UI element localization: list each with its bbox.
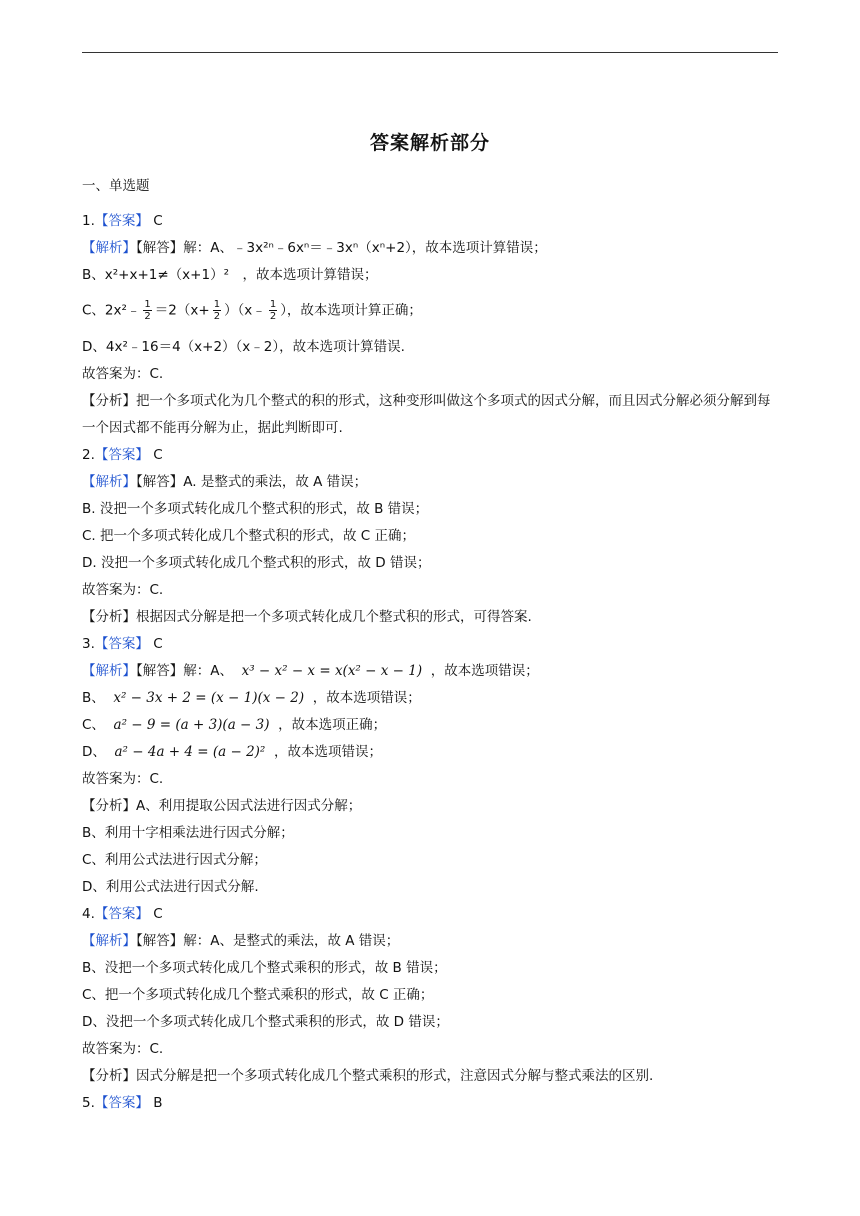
top-rule xyxy=(82,52,778,53)
q2-line1: 【解析】【解答】A. 是整式的乘法，故 A 错误； xyxy=(82,474,368,490)
answer-tag: 【答案】 xyxy=(94,447,149,463)
q3-analysis3: C、利用公式法进行因式分解； xyxy=(82,852,267,868)
q2-analysis: 【分析】根据因式分解是把一个多项式转化成几个整式积的形式，可得答案. xyxy=(82,609,532,625)
answer-tag: 【答案】 xyxy=(94,906,149,922)
fraction-half: $\frac{1}{2}$ xyxy=(144,299,151,322)
q4-line4: D、没把一个多项式转化成几个整式乘积的形式，故 D 错误； xyxy=(82,1014,449,1030)
q3-analysis2: B、利用十字相乘法进行因式分解； xyxy=(82,825,294,841)
q4-line1: 【解析】【解答】解：A、是整式的乘法，故 A 错误； xyxy=(82,933,400,949)
q1-answer: C xyxy=(153,213,163,229)
q2-answer-line: 2.【答案】 C xyxy=(82,447,163,463)
q5-answer-line: 5.【答案】 B xyxy=(82,1095,163,1111)
answer-tag: 【答案】 xyxy=(94,636,149,652)
page-title: 答案解析部分 xyxy=(369,132,490,154)
section-heading: 一、单选题 xyxy=(82,178,150,194)
q2-line2: B. 没把一个多项式转化成几个整式积的形式，故 B 错误； xyxy=(82,501,429,517)
q4-line5: 故答案为：C. xyxy=(82,1041,164,1057)
q2-line3: C. 把一个多项式转化成几个整式积的形式，故 C 正确； xyxy=(82,528,416,544)
q3-analysis1: 【分析】A、利用提取公因式法进行因式分解； xyxy=(82,798,362,814)
fenxi-tag: 【分析】 xyxy=(82,393,136,409)
q1-line4: D、4x²﹣16＝4（x+2）（x﹣2），故本选项计算错误. xyxy=(82,339,405,355)
q1-line2: B、x²+x+1≠（x+1）² ，故本选项计算错误； xyxy=(82,267,378,283)
q3-answer-line: 3.【答案】 C xyxy=(82,636,163,652)
jiexi-tag: 【解析】 xyxy=(82,663,136,679)
fenxi-tag: 【分析】 xyxy=(82,1068,136,1084)
q4-line2: B、没把一个多项式转化成几个整式乘积的形式，故 B 错误； xyxy=(82,960,447,976)
q3-formula-d: a² − 4a + 4 = (a − 2)² xyxy=(114,744,266,760)
q4-analysis: 【分析】因式分解是把一个多项式转化成几个整式乘积的形式，注意因式分解与整式乘法的区别. xyxy=(82,1068,654,1084)
q1-line3: C、2x²﹣ $\frac{1}{2}$ ＝2（x+ $\frac{1}{2}$ ）（x﹣ $\frac{1}{2}$ ），故本选项计算正确； xyxy=(82,299,422,322)
q2-line4: D. 没把一个多项式转化成几个整式积的形式，故 D 错误； xyxy=(82,555,431,571)
q4-line3: C、把一个多项式转化成几个整式乘积的形式，故 C 正确； xyxy=(82,987,434,1003)
fenxi-tag: 【分析】 xyxy=(82,609,136,625)
jieda-tag: 【解答】 xyxy=(136,240,184,256)
jieda-tag: 【解答】 xyxy=(136,663,184,679)
q1-line5: 故答案为：C. xyxy=(82,366,164,382)
q3-analysis4: D、利用公式法进行因式分解. xyxy=(82,879,259,895)
q1-line1: 【解析】【解答】解：A、﹣3x²ⁿ﹣6xⁿ＝﹣3xⁿ（xⁿ+2），故本选项计算错误； xyxy=(82,240,547,256)
q3-line5: 故答案为：C. xyxy=(82,771,164,787)
q3-line1: 【解析】【解答】解：A、 x³ − x² − x = x(x² − x − 1) ，故本选项错误； xyxy=(82,663,539,679)
jiexi-tag: 【解析】 xyxy=(82,474,136,490)
fenxi-tag: 【分析】 xyxy=(82,798,136,814)
jiexi-tag: 【解析】 xyxy=(82,240,136,256)
q1-analysis: 【分析】把一个多项式化为几个整式的积的形式，这种变形叫做这个多项式的因式分解，而且因式分解必须分解到每一个因式都不能再分解为止，据此判断即可. xyxy=(82,393,771,436)
jiexi-tag: 【解析】 xyxy=(82,933,136,949)
q3-line2: B、 x² − 3x + 2 = (x − 1)(x − 2) ，故本选项错误； xyxy=(82,690,421,706)
answer-tag: 【答案】 xyxy=(94,1095,149,1111)
q3-formula-b: x² − 3x + 2 = (x − 1)(x − 2) xyxy=(113,690,305,706)
q3-line4: D、 a² − 4a + 4 = (a − 2)² ，故本选项错误； xyxy=(82,744,382,760)
fraction-half: $\frac{1}{2}$ xyxy=(213,299,221,322)
q1-number: 1. xyxy=(82,213,95,229)
q3-line3: C、 a² − 9 = (a + 3)(a − 3) ，故本选项正确； xyxy=(82,717,387,733)
q2-line5: 故答案为：C. xyxy=(82,582,164,598)
q4-answer-line: 4.【答案】 C xyxy=(82,906,163,922)
fraction-half: $\frac{1}{2}$ xyxy=(269,299,277,322)
q1-answer-line xyxy=(82,211,782,231)
jieda-tag: 【解答】 xyxy=(136,933,184,949)
answer-tag: 【答案】 xyxy=(94,213,149,229)
q3-formula-a: x³ − x² − x = x(x² − x − 1) xyxy=(241,663,423,679)
jieda-tag: 【解答】 xyxy=(136,474,184,490)
q3-formula-c: a² − 9 = (a + 3)(a − 3) xyxy=(113,717,270,733)
